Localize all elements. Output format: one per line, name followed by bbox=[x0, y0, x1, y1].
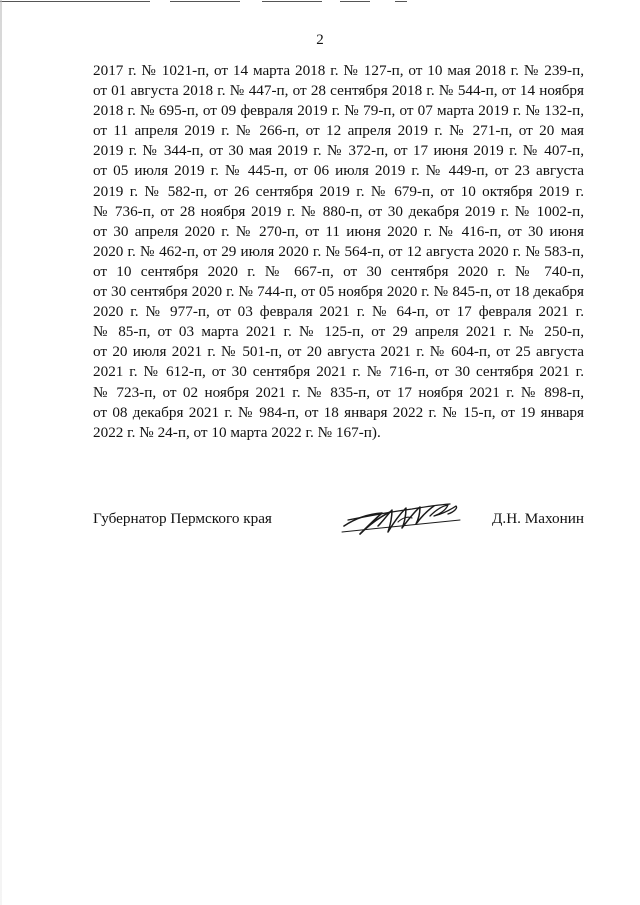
body-line: от 10 сентября 2020 г. № 667-п, от 30 сентября 2020 г. № 740-п, bbox=[93, 262, 584, 280]
scan-top-edge bbox=[0, 0, 640, 4]
body-line: 2018 г. № 695-п, от 09 февраля 2019 г. № 79-п, от 07 марта 2019 г. № 132-п, bbox=[93, 102, 584, 120]
body-line: от 05 июля 2019 г. № 445-п, от 06 июля 2019 г. № 449-п, от 23 августа bbox=[93, 162, 584, 180]
body-line: 2019 г. № 582-п, от 26 сентября 2019 г. № 679-п, от 10 октября 2019 г. bbox=[93, 182, 584, 200]
body-line: 2020 г. № 977-п, от 03 февраля 2021 г. № 64-п, от 17 февраля 2021 г. bbox=[93, 303, 584, 321]
body-line: 2022 г. № 24-п, от 10 марта 2022 г. № 167-п). bbox=[93, 423, 381, 441]
body-line: 2020 г. № 462-п, от 29 июля 2020 г. № 564-п, от 12 августа 2020 г. № 583-п, bbox=[93, 242, 584, 260]
body-line: от 11 апреля 2019 г. № 266-п, от 12 апреля 2019 г. № 271-п, от 20 мая bbox=[93, 122, 584, 140]
body-line: от 08 декабря 2021 г. № 984-п, от 18 января 2022 г. № 15-п, от 19 января bbox=[93, 403, 584, 421]
body-line: 2017 г. № 1021-п, от 14 марта 2018 г. № 127-п, от 10 мая 2018 г. № 239-п, bbox=[93, 62, 584, 79]
body-line: 2019 г. № 344-п, от 30 мая 2019 г. № 372-п, от 17 июня 2019 г. № 407-п, bbox=[93, 142, 584, 160]
signatory-name: Д.Н. Махонин bbox=[492, 510, 584, 527]
scan-left-edge bbox=[0, 0, 2, 905]
body-line: № 723-п, от 02 ноября 2021 г. № 835-п, от 17 ноября 2021 г. № 898-п, bbox=[93, 383, 584, 401]
body-line: от 30 сентября 2020 г. № 744-п, от 05 ноября 2020 г. № 845-п, от 18 декабря bbox=[93, 283, 584, 301]
signature-block bbox=[93, 502, 584, 542]
handwritten-signature bbox=[338, 496, 468, 540]
body-line: № 736-п, от 28 ноября 2019 г. № 880-п, от 30 декабря 2019 г. № 1002-п, bbox=[93, 202, 584, 220]
page-number: 2 bbox=[316, 32, 324, 48]
signatory-position: Губернатор Пермского края bbox=[93, 510, 272, 527]
body-line: 2021 г. № 612-п, от 30 сентября 2021 г. № 716-п, от 30 сентября 2021 г. bbox=[93, 363, 584, 381]
body-line: № 85-п, от 03 марта 2021 г. № 125-п, от 29 апреля 2021 г. № 250-п, bbox=[93, 323, 584, 341]
body-line: от 01 августа 2018 г. № 447-п, от 28 сентября 2018 г. № 544-п, от 14 ноября bbox=[93, 82, 584, 100]
body-line: от 30 апреля 2020 г. № 270-п, от 11 июня 2020 г. № 416-п, от 30 июня bbox=[93, 222, 584, 240]
body-text bbox=[93, 61, 584, 443]
body-line: от 20 июля 2021 г. № 501-п, от 20 августа 2021 г. № 604-п, от 25 августа bbox=[93, 343, 584, 361]
